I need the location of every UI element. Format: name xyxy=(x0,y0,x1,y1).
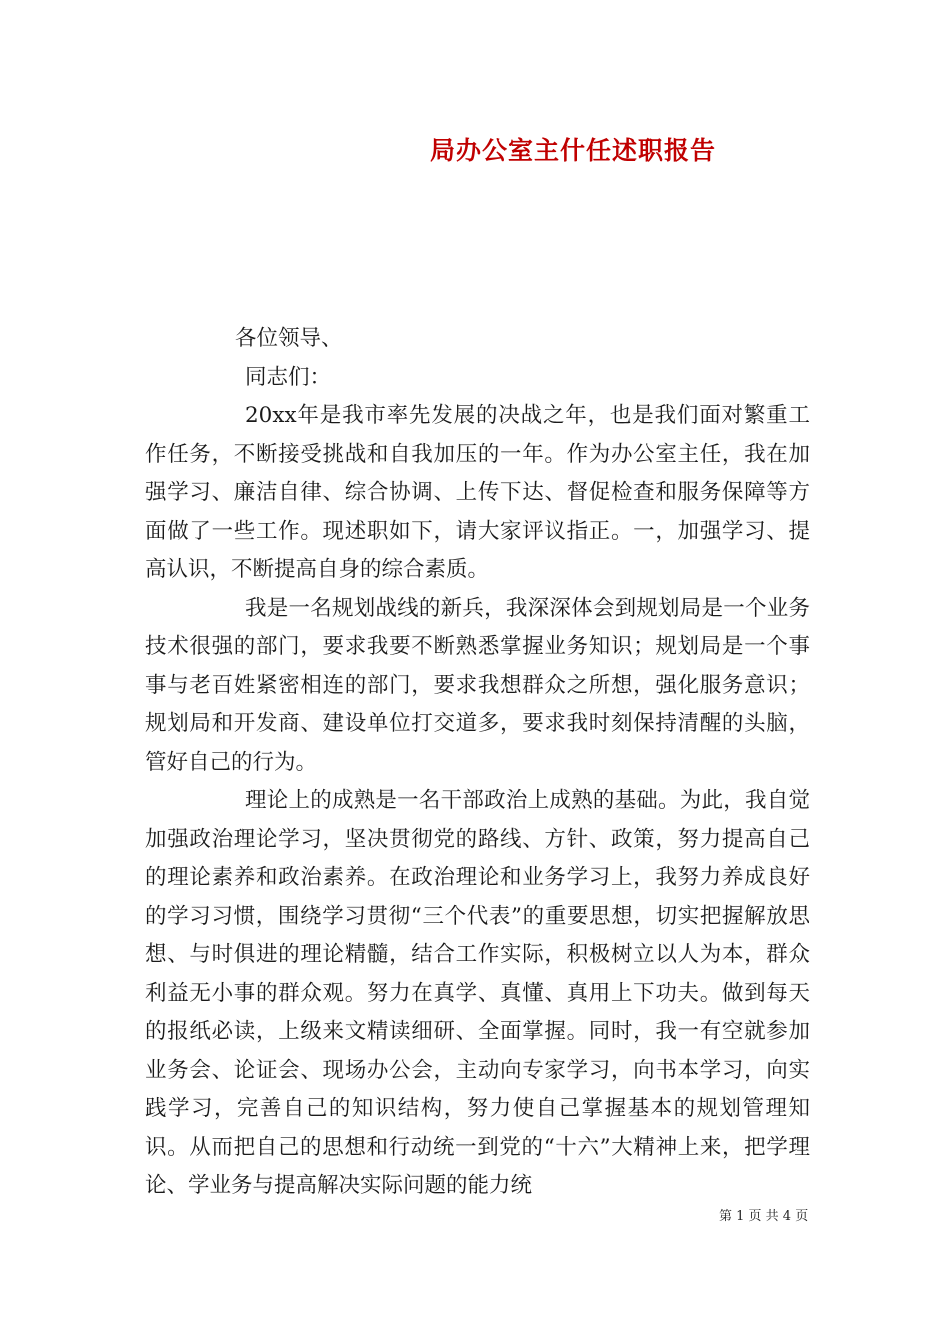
document-body xyxy=(145,320,810,1206)
greeting-leaders: 各位领导、 xyxy=(235,326,343,351)
page-footer: 第 1 页 共 4 页 xyxy=(719,1209,809,1224)
page-title: 局办公室主什任述职报告 xyxy=(430,136,717,165)
greeting-comrades: 同志们： xyxy=(245,364,332,390)
paragraph-new-soldier: 我是一名规划战线的新兵，我深深体会到规划局是一个业务技术很强的部门，要求我要不断熟悉掌握业务知识；规划局是一个事事与老百姓紧密相连的部门，要求我想群众之所想，强化服务意识；规划局和开发商、建设单位打交道多，要求我时刻保持清醒的头脑，管好自己的行为。 xyxy=(145,595,810,775)
paragraph-theory: 理论上的成熟是一名干部政治上成熟的基础。为此，我自觉加强政治理论学习，坚决贯彻党的路线、方针、政策，努力提高自己的理论素养和政治素养。在政治理论和业务学习上，我努力养成良好的学习习惯，围绕学习贯彻“三个代表”的重要思想，切实把握解放思想、与时俱进的理论精髓，结合工作实际，积极树立以人为本，群众利益无小事的群众观。努力在真学、真懂、真用上下功夫。做到每天的报纸必读，上级来文精读细研、全面掌握。同时，我一有空就参加业务会、论证会、现场办公会，主动向专家学习，向书本学习，向实践学习，完善自己的知识结构，努力使自己掌握基本的规划管理知识。从而把自己的思想和行动统一到党的“十六”大精神上来，把学理论、学业务与提高解决实际问题的能力统 xyxy=(145,788,810,1198)
paragraph-intro: 20xx年是我市率先发展的决战之年，也是我们面对繁重工作任务，不断接受挑战和自我加压的一年。作为办公室主任，我在加强学习、廉洁自律、综合协调、上传下达、督促检查和服务保障等方面做了一些工作。现述职如下，请大家评议指正。一，加强学习、提高认识，不断提高自身的综合素质。 xyxy=(145,403,810,582)
